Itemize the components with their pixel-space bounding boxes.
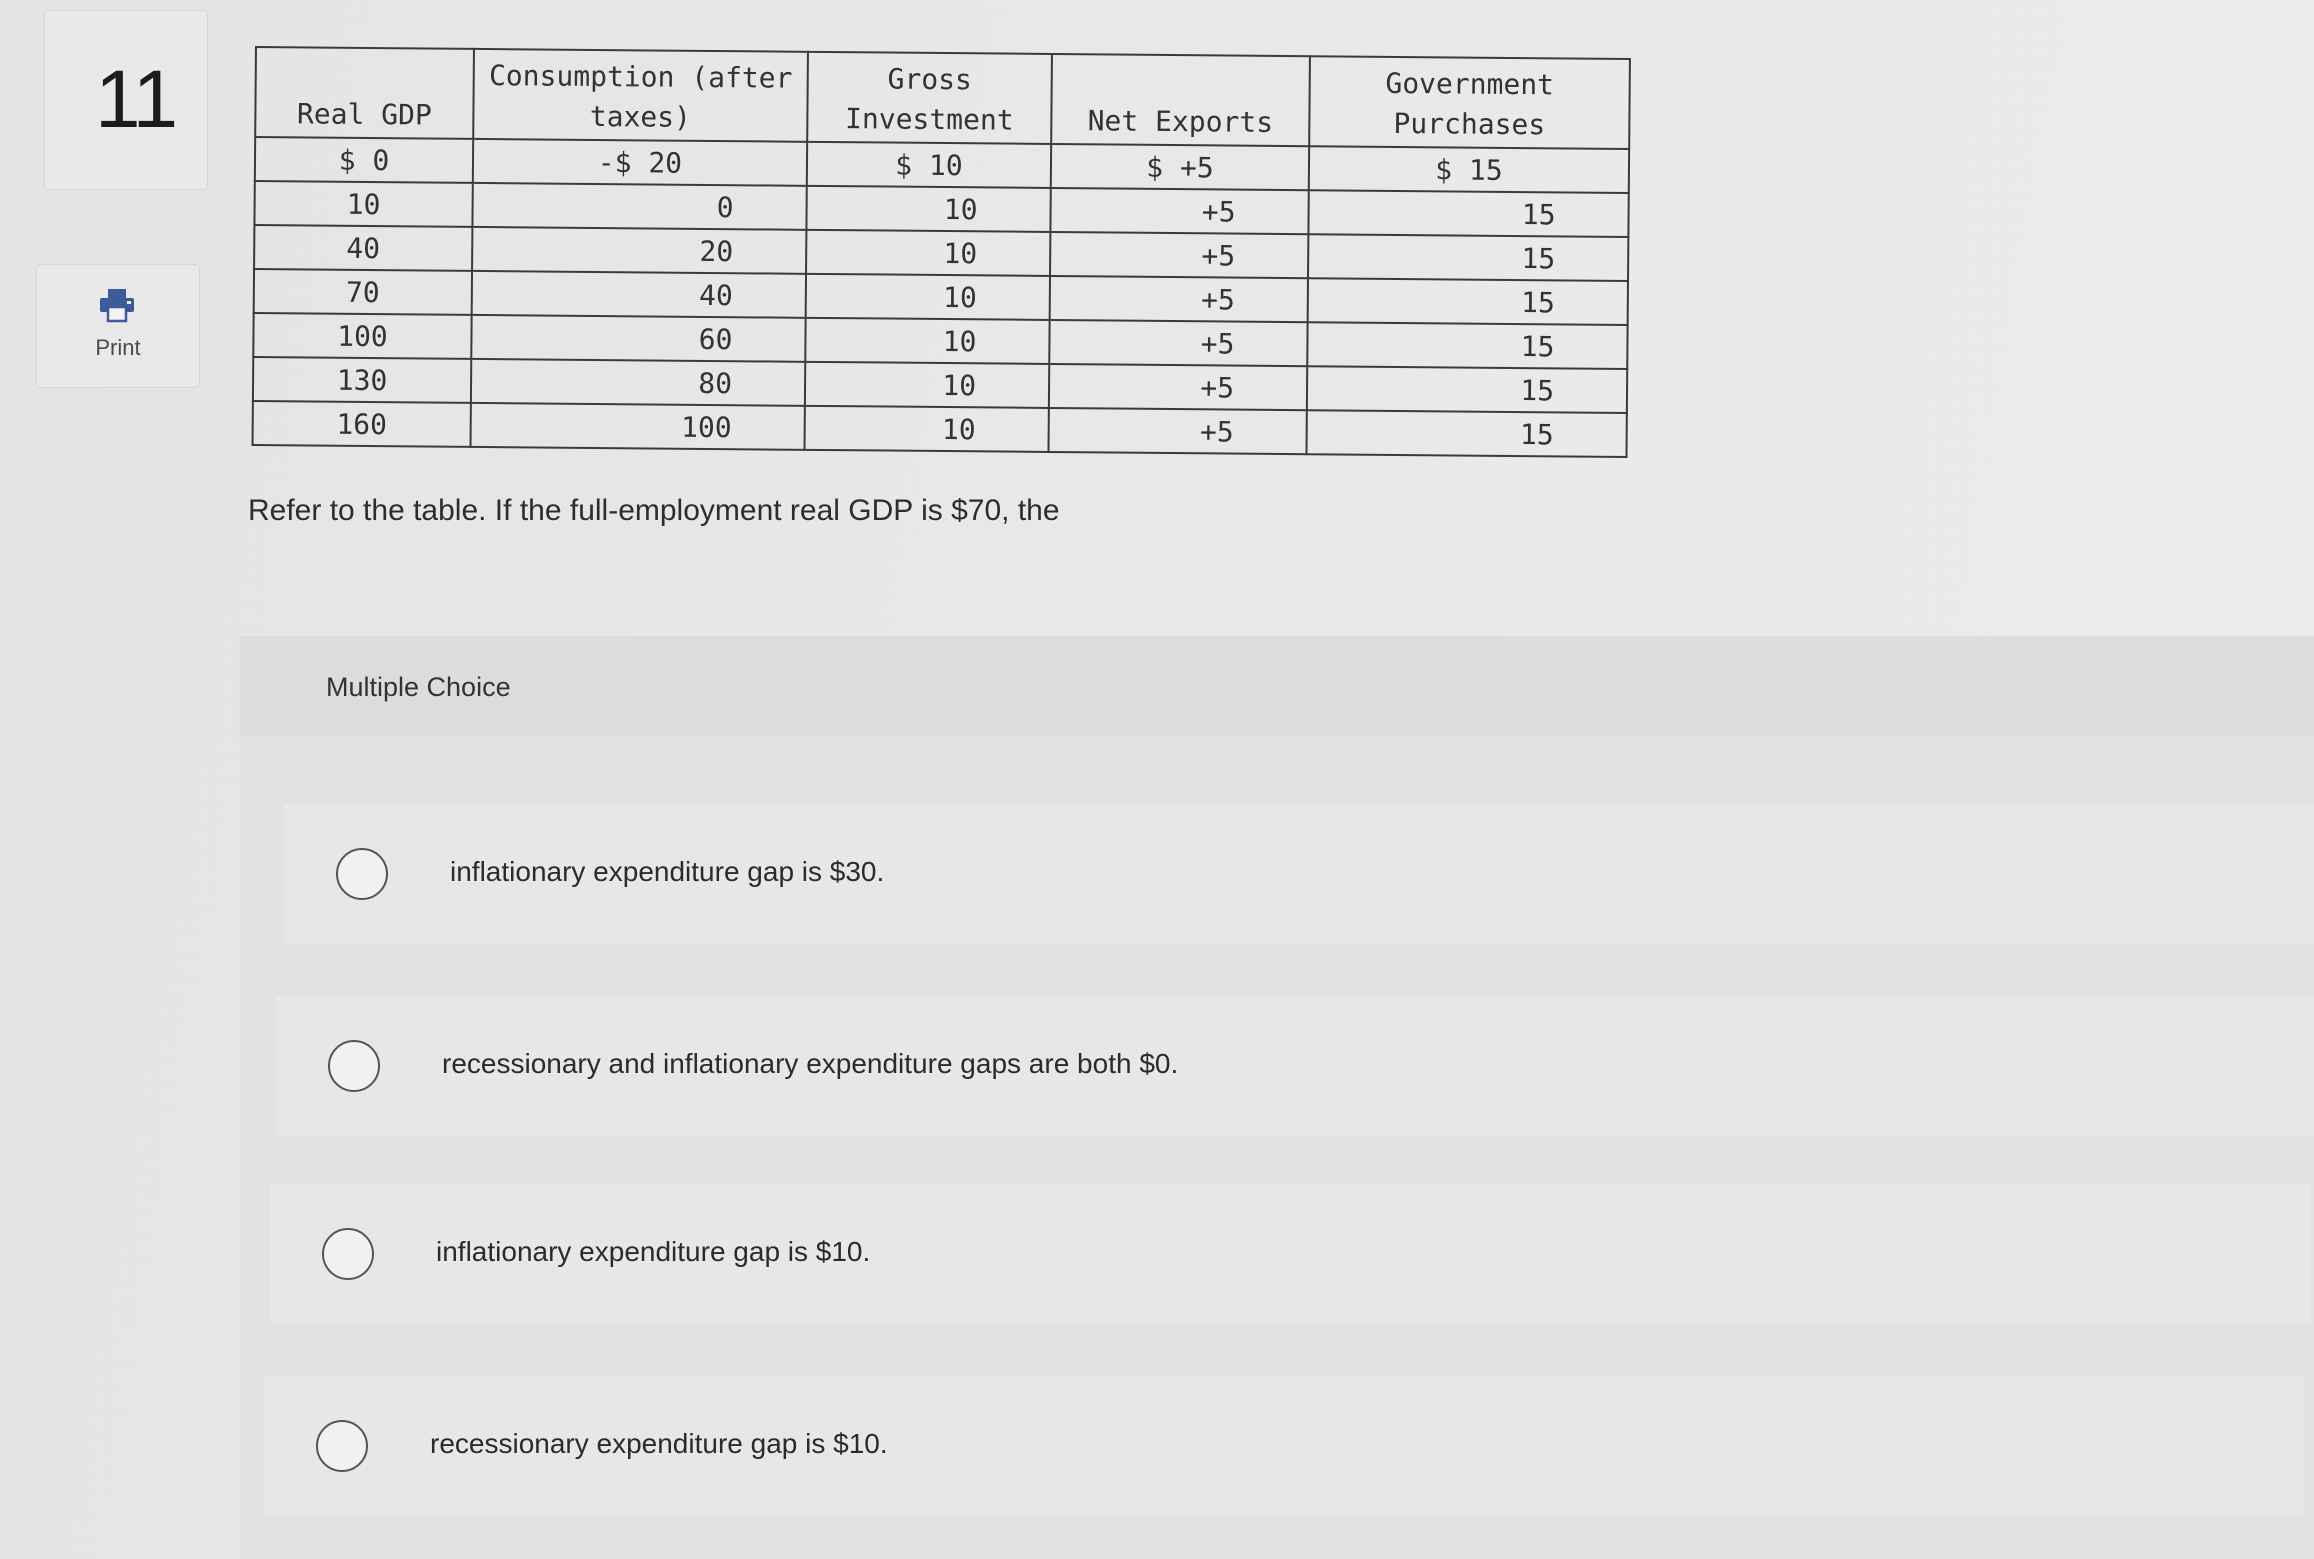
print-button[interactable] bbox=[36, 264, 200, 388]
answer-option-4[interactable] bbox=[264, 1376, 2304, 1516]
radio-button-icon[interactable] bbox=[328, 1040, 380, 1092]
table-cell: 60 bbox=[471, 315, 805, 362]
answer-option-text: inflationary expenditure gap is $30. bbox=[450, 856, 885, 887]
header-government-purchases-line1: Government bbox=[1385, 66, 1555, 102]
question-number-box bbox=[44, 10, 208, 190]
table-cell: +5 bbox=[1049, 364, 1307, 410]
table-cell: 15 bbox=[1308, 190, 1628, 237]
table-cell: $ 15 bbox=[1309, 146, 1629, 193]
table-cell: 15 bbox=[1307, 366, 1627, 413]
table-cell: -$ 20 bbox=[473, 139, 807, 186]
radio-button-icon[interactable] bbox=[322, 1228, 374, 1280]
table-cell: +5 bbox=[1048, 408, 1306, 454]
table-cell: 10 bbox=[806, 274, 1050, 320]
header-real-gdp-line1: Real GDP bbox=[296, 97, 432, 132]
table-cell: 10 bbox=[804, 406, 1048, 452]
table-cell: 10 bbox=[254, 181, 472, 227]
multiple-choice-header bbox=[240, 636, 2314, 736]
question-text: Refer to the table. If the full-employment real GDP is $70, the bbox=[248, 494, 1060, 527]
header-real-gdp bbox=[255, 47, 474, 139]
table-cell: +5 bbox=[1050, 232, 1308, 278]
answer-option-text: recessionary expenditure gap is $10. bbox=[430, 1428, 888, 1459]
table-cell: +5 bbox=[1049, 320, 1307, 366]
radio-button-icon[interactable] bbox=[336, 848, 388, 900]
header-consumption-line1: Consumption (after bbox=[488, 59, 793, 95]
header-government-purchases bbox=[1309, 56, 1630, 149]
table-cell: 10 bbox=[805, 362, 1049, 408]
table-cell: 130 bbox=[253, 357, 471, 403]
answer-option-3[interactable] bbox=[270, 1184, 2310, 1324]
print-label: Print bbox=[95, 335, 141, 360]
header-net-exports bbox=[1051, 54, 1310, 146]
table-cell: 100 bbox=[471, 403, 805, 450]
left-rail bbox=[0, 0, 200, 1559]
table-cell: $ 10 bbox=[807, 142, 1051, 188]
table-cell: 80 bbox=[471, 359, 805, 406]
table-cell: 10 bbox=[805, 318, 1049, 364]
multiple-choice-label: Multiple Choice bbox=[326, 672, 511, 702]
header-net-exports-line1: Net Exports bbox=[1087, 104, 1274, 139]
table-cell: 15 bbox=[1308, 234, 1628, 281]
printer-icon bbox=[98, 287, 136, 323]
table-cell: 10 bbox=[806, 186, 1050, 232]
table-cell: 15 bbox=[1307, 322, 1627, 369]
table-cell: +5 bbox=[1050, 188, 1308, 234]
answer-option-text: inflationary expenditure gap is $10. bbox=[436, 1236, 871, 1267]
table-cell: 100 bbox=[253, 313, 471, 359]
header-consumption bbox=[473, 49, 808, 142]
table-cell: 20 bbox=[472, 227, 806, 274]
table-cell: 15 bbox=[1306, 410, 1626, 457]
table-cell: 70 bbox=[254, 269, 472, 315]
radio-button-icon[interactable] bbox=[316, 1420, 368, 1472]
table-cell: 40 bbox=[254, 225, 472, 271]
question-number: 11 bbox=[95, 54, 177, 145]
table-cell: 40 bbox=[472, 271, 806, 318]
table-header-row bbox=[255, 47, 1630, 149]
header-consumption-line2: taxes) bbox=[589, 99, 692, 134]
header-government-purchases-line2: Purchases bbox=[1393, 106, 1546, 142]
table-cell: 0 bbox=[472, 183, 806, 230]
table-cell: +5 bbox=[1050, 276, 1308, 322]
header-gross-investment bbox=[807, 52, 1052, 144]
answer-option-1[interactable] bbox=[284, 804, 2314, 944]
header-gross-investment-line2: Investment bbox=[844, 102, 1014, 137]
table-cell: 10 bbox=[806, 230, 1050, 276]
table-cell: 160 bbox=[253, 401, 471, 447]
answer-option-2[interactable] bbox=[276, 996, 2314, 1136]
multiple-choice-panel bbox=[240, 636, 2314, 1559]
table-cell: $ +5 bbox=[1051, 144, 1309, 190]
header-gross-investment-line1: Gross bbox=[887, 62, 973, 97]
data-table bbox=[252, 46, 1631, 458]
table-cell: $ 0 bbox=[255, 137, 473, 183]
answer-option-text: recessionary and inflationary expenditure gaps are both $0. bbox=[442, 1048, 1179, 1079]
table-cell: 15 bbox=[1308, 278, 1628, 325]
